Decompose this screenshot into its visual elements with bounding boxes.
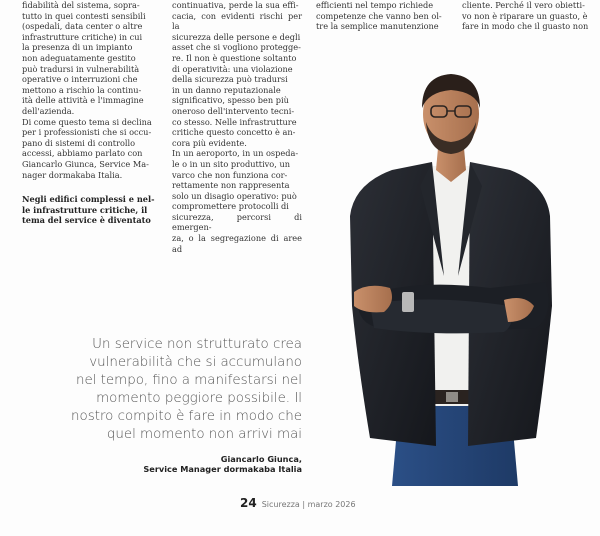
text-line: sicurezza delle persone e degli bbox=[172, 31, 301, 42]
text-line: pano di sistemi di controllo bbox=[22, 137, 136, 148]
text-line: In un aeroporto, in un ospeda- bbox=[172, 148, 299, 159]
quote-line: momento peggiore possibile. Il bbox=[96, 391, 302, 406]
text-line: tutto in quei contesti sensibili bbox=[22, 10, 146, 21]
text-line: cliente. Perché il vero obietti- bbox=[462, 0, 585, 10]
text-line: tre la semplice manutenzione bbox=[316, 21, 439, 32]
article-column-2 bbox=[172, 0, 302, 254]
quote-line: vulnerabilità che si accumulano bbox=[89, 355, 302, 370]
section-lead bbox=[22, 194, 156, 226]
wristwatch bbox=[402, 292, 414, 312]
belt-buckle bbox=[446, 392, 458, 402]
text-line: solo un disagio operativo: può bbox=[172, 190, 297, 201]
column-1-body bbox=[22, 0, 156, 180]
text-line: nager dormakaba Italia. bbox=[22, 169, 123, 180]
text-line: varco che non funziona cor- bbox=[172, 169, 288, 180]
text-line: può tradursi in vulnerabilità bbox=[22, 63, 140, 74]
arm-upper bbox=[370, 299, 512, 333]
quote-line: nostro compito è fare in modo che bbox=[71, 409, 302, 424]
article-column-1 bbox=[22, 0, 156, 226]
text-line: rettamente non rappresenta bbox=[172, 180, 290, 191]
quote-attribution bbox=[80, 454, 302, 475]
text-line: della sicurezza può tradursi bbox=[172, 74, 288, 85]
publication-info: Sicurezza | marzo 2026 bbox=[261, 500, 356, 509]
quote-line: nel tempo, fino a manifestarsi nel bbox=[75, 373, 302, 388]
text-line: competenze che vanno ben ol- bbox=[316, 10, 442, 21]
text-line: efficienti nel tempo richiede bbox=[316, 0, 434, 10]
text-line: critiche questo concetto è an- bbox=[172, 127, 296, 138]
text-line: Di come questo tema si declina bbox=[22, 116, 152, 127]
hand-left bbox=[354, 286, 392, 313]
text-line: compromettere protocolli di bbox=[172, 201, 289, 212]
text-line: accessi, abbiamo parlato con bbox=[22, 148, 143, 159]
text-line: Giancarlo Giunca, Service Ma- bbox=[22, 158, 149, 169]
text-line: continuativa, perde la sua effi- bbox=[172, 0, 299, 10]
text-line: dell'azienda. bbox=[22, 105, 75, 116]
text-line: operative o interruzioni che bbox=[22, 74, 138, 85]
text-line: mettono a rischio la continu- bbox=[22, 84, 142, 95]
text-line: cacia, con evidenti rischi per la bbox=[172, 10, 302, 32]
pull-quote bbox=[40, 336, 302, 444]
text-line: re. Il non è questione soltanto bbox=[172, 52, 297, 63]
text-line: vo non è riparare un guasto, è bbox=[462, 10, 588, 21]
text-line: in un danno reputazionale bbox=[172, 84, 281, 95]
quote-line: quel momento non arrivi mai bbox=[106, 427, 302, 442]
text-line: za, o la segregazione di aree ad bbox=[172, 233, 302, 254]
text-line: di operatività: una violazione bbox=[172, 63, 293, 74]
article-column-4 bbox=[462, 0, 594, 32]
portrait-photo bbox=[340, 66, 562, 486]
text-line: asset che si vogliono protegge- bbox=[172, 42, 301, 53]
text-line: (ospedali, data center o altre bbox=[22, 21, 143, 32]
text-line: significativo, spesso ben più bbox=[172, 95, 289, 106]
article-column-3 bbox=[316, 0, 448, 32]
quote-line: Un service non strutturato crea bbox=[92, 337, 302, 352]
page-footer bbox=[240, 496, 356, 510]
page-number: 24 bbox=[240, 496, 257, 510]
text-line: sicurezza, percorsi di emergen- bbox=[172, 211, 302, 233]
text-line: fare in modo che il guasto non bbox=[462, 21, 589, 32]
text-line: co stesso. Nelle infrastrutture bbox=[172, 116, 297, 127]
lead-line: tema del service è diventato bbox=[22, 215, 151, 226]
lead-line: Negli edifici complessi e nel- bbox=[22, 194, 155, 205]
text-line: le o in un sito produttivo, un bbox=[172, 158, 290, 169]
text-line: la presenza di un impianto bbox=[22, 42, 133, 53]
text-line: fidabilità del sistema, sopra- bbox=[22, 0, 140, 10]
lead-line: le infrastrutture critiche, il bbox=[22, 204, 148, 215]
text-line: cora più evidente. bbox=[172, 137, 247, 148]
text-line: oneroso dell'intervento tecni- bbox=[172, 105, 295, 116]
text-line: non adeguatamente gestito bbox=[22, 52, 136, 63]
text-line: infrastrutture critiche) in cui bbox=[22, 31, 143, 42]
text-line: per i professionisti che si occu- bbox=[22, 127, 152, 138]
attribution-name: Giancarlo Giunca, bbox=[220, 454, 302, 464]
text-line: ità delle attività e l'immagine bbox=[22, 95, 144, 106]
attribution-role: Service Manager dormakaba Italia bbox=[143, 464, 302, 475]
